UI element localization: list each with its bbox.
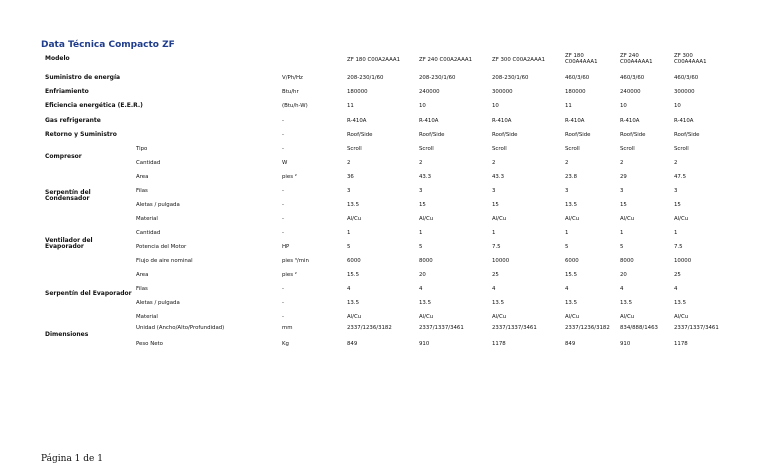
group-label: Suministro de energía — [45, 74, 121, 81]
row-unit: - — [282, 286, 284, 292]
table-cell: 4 — [620, 286, 624, 292]
table-cell: 2 — [674, 160, 678, 166]
table-cell: 1 — [347, 230, 351, 236]
table-cell: 3 — [565, 188, 569, 194]
table-cell: 10 — [674, 103, 681, 109]
table-cell: 10000 — [492, 258, 510, 264]
row-unit: - — [282, 230, 284, 236]
table-cell: Al/Cu — [347, 314, 362, 320]
table-cell: 300000 — [674, 89, 695, 95]
table-cell: 47.5 — [674, 174, 687, 180]
model-header: ZF 300 C00A2AAA1 — [492, 57, 546, 63]
row-sublabel: Aletas / pulgada — [136, 300, 180, 306]
table-cell: 23.8 — [565, 174, 578, 180]
table-cell: Al/Cu — [620, 314, 635, 320]
table-cell: 460/3/60 — [674, 75, 699, 81]
table-cell: 2 — [492, 160, 496, 166]
table-cell: 13.5 — [347, 300, 360, 306]
row-sublabel: Area — [136, 174, 149, 180]
table-cell: 1 — [419, 230, 423, 236]
table-cell: R-410A — [347, 118, 367, 124]
group-label: Serpentín del Condensador — [45, 189, 91, 202]
table-cell: 4 — [492, 286, 496, 292]
row-sublabel: Cantidad — [136, 230, 161, 236]
table-cell: 15.5 — [565, 272, 578, 278]
table-cell: 1178 — [674, 341, 688, 347]
table-cell: 3 — [620, 188, 624, 194]
table-cell: 15 — [492, 202, 499, 208]
row-unit: - — [282, 146, 284, 152]
table-cell: 13.5 — [620, 300, 633, 306]
model-header: ZF 240 C00A2AAA1 — [419, 57, 473, 63]
table-cell: 8000 — [419, 258, 433, 264]
table-cell: 2337/1337/3461 — [674, 325, 719, 331]
table-cell: 2337/1236/3182 — [347, 325, 392, 331]
table-cell: 4 — [674, 286, 678, 292]
table-cell: 7.5 — [492, 244, 501, 250]
group-label: Compresor — [45, 153, 82, 160]
table-cell: 13.5 — [565, 202, 578, 208]
table-cell: 10000 — [674, 258, 692, 264]
table-cell: Al/Cu — [674, 314, 689, 320]
row-unit: pies ² — [282, 272, 297, 278]
table-cell: Scroll — [419, 146, 434, 152]
table-cell: 3 — [674, 188, 678, 194]
table-cell: 13.5 — [565, 300, 578, 306]
row-sublabel: Filas — [136, 286, 148, 292]
row-sublabel: Flujo de aire nominal — [136, 258, 193, 264]
row-unit: pies ² — [282, 174, 297, 180]
table-cell: Roof/Side — [347, 132, 373, 138]
table-cell: 15 — [419, 202, 426, 208]
row-unit: - — [282, 132, 284, 138]
table-cell: 180000 — [565, 89, 586, 95]
table-cell: 20 — [620, 272, 627, 278]
table-cell: 11 — [347, 103, 354, 109]
table-cell: 2337/1337/3461 — [419, 325, 464, 331]
table-cell: 4 — [419, 286, 423, 292]
table-cell: 849 — [565, 341, 576, 347]
table-cell: 1 — [492, 230, 496, 236]
table-cell: 4 — [565, 286, 569, 292]
table-cell: Al/Cu — [565, 216, 580, 222]
model-header: ZF 240 C00A4AAA1 — [620, 53, 653, 65]
table-cell: Roof/Side — [674, 132, 700, 138]
table-cell: 849 — [347, 341, 358, 347]
table-cell: 3 — [492, 188, 496, 194]
table-cell: R-410A — [419, 118, 439, 124]
table-cell: Roof/Side — [620, 132, 646, 138]
table-cell: 2 — [620, 160, 624, 166]
table-cell: 1 — [674, 230, 678, 236]
header-label: Modelo — [45, 55, 70, 62]
table-cell: 2 — [419, 160, 423, 166]
table-cell: R-410A — [674, 118, 694, 124]
row-unit: Kg — [282, 341, 289, 347]
row-unit: - — [282, 300, 284, 306]
table-cell: 834/888/1463 — [620, 325, 658, 331]
table-cell: 13.5 — [674, 300, 687, 306]
table-cell: Al/Cu — [419, 216, 434, 222]
table-cell: 3 — [419, 188, 423, 194]
table-cell: R-410A — [492, 118, 512, 124]
group-label: Serpentín del Evaporador — [45, 290, 132, 297]
table-cell: 10 — [492, 103, 499, 109]
table-cell: 25 — [492, 272, 499, 278]
row-sublabel: Unidad (Ancho/Alto/Profundidad) — [136, 325, 225, 331]
row-unit: V/Ph/Hz — [282, 75, 303, 81]
table-cell: 8000 — [620, 258, 634, 264]
table-cell: R-410A — [620, 118, 640, 124]
row-sublabel: Cantidad — [136, 160, 161, 166]
table-cell: 29 — [620, 174, 627, 180]
table-cell: 6000 — [347, 258, 361, 264]
table-cell: 6000 — [565, 258, 579, 264]
row-sublabel: Aletas / pulgada — [136, 202, 180, 208]
row-unit: (Btu/h-W) — [282, 103, 308, 109]
table-cell: 13.5 — [347, 202, 360, 208]
row-unit: - — [282, 118, 284, 124]
table-cell: Al/Cu — [492, 216, 507, 222]
table-cell: Scroll — [492, 146, 507, 152]
group-label: Dimensiones — [45, 331, 89, 338]
model-header: ZF 180 C00A2AAA1 — [347, 57, 401, 63]
table-cell: 25 — [674, 272, 681, 278]
table-cell: 460/3/60 — [620, 75, 645, 81]
model-header: ZF 300 C00A4AAA1 — [674, 53, 707, 65]
table-cell: 15 — [674, 202, 681, 208]
page-footer: Página 1 de 1 — [41, 454, 103, 464]
table-cell: 5 — [620, 244, 624, 250]
table-cell: Roof/Side — [492, 132, 518, 138]
table-cell: 240000 — [419, 89, 440, 95]
table-cell: 13.5 — [492, 300, 505, 306]
table-cell: 460/3/60 — [565, 75, 590, 81]
table-cell: Al/Cu — [620, 216, 635, 222]
table-cell: 15.5 — [347, 272, 360, 278]
table-cell: 208-230/1/60 — [492, 75, 529, 81]
table-cell: 5 — [419, 244, 423, 250]
table-cell: 2337/1337/3461 — [492, 325, 537, 331]
table-cell: Roof/Side — [419, 132, 445, 138]
row-sublabel: Material — [136, 314, 158, 320]
table-cell: 5 — [565, 244, 569, 250]
row-unit: Btu/hr — [282, 89, 299, 95]
table-cell: 2 — [347, 160, 351, 166]
table-cell: Roof/Side — [565, 132, 591, 138]
table-cell: 910 — [419, 341, 430, 347]
table-cell: 208-230/1/60 — [347, 75, 384, 81]
table-cell: Scroll — [674, 146, 689, 152]
table-cell: 10 — [620, 103, 627, 109]
table-cell: 1 — [565, 230, 569, 236]
table-cell: Scroll — [565, 146, 580, 152]
table-cell: Al/Cu — [419, 314, 434, 320]
group-label: Gas refrigerante — [45, 117, 101, 124]
table-cell: 3 — [347, 188, 351, 194]
table-cell: R-410A — [565, 118, 585, 124]
table-cell: Al/Cu — [674, 216, 689, 222]
row-sublabel: Material — [136, 216, 158, 222]
table-cell: Scroll — [347, 146, 362, 152]
table-cell: 7.5 — [674, 244, 683, 250]
table-cell: 208-230/1/60 — [419, 75, 456, 81]
row-sublabel: Area — [136, 272, 149, 278]
table-cell: 43.3 — [492, 174, 505, 180]
table-cell: 4 — [347, 286, 351, 292]
table-cell: Al/Cu — [347, 216, 362, 222]
table-cell: Al/Cu — [492, 314, 507, 320]
table-cell: Scroll — [620, 146, 635, 152]
table-cell: 10 — [419, 103, 426, 109]
table-cell: 43.3 — [419, 174, 432, 180]
group-label: Retorno y Suministro — [45, 131, 117, 138]
page-title: Data Técnica Compacto ZF — [41, 40, 175, 50]
table-cell: 180000 — [347, 89, 368, 95]
table-cell: 36 — [347, 174, 354, 180]
row-unit: mm — [282, 325, 293, 331]
row-unit: - — [282, 314, 284, 320]
table-cell: 1178 — [492, 341, 506, 347]
group-label: Ventilador del Evaporador — [45, 237, 93, 250]
group-label: Enfriamiento — [45, 88, 89, 95]
table-cell: 300000 — [492, 89, 513, 95]
row-unit: - — [282, 216, 284, 222]
row-unit: - — [282, 188, 284, 194]
row-sublabel: Peso Neto — [136, 341, 163, 347]
table-cell: 1 — [620, 230, 624, 236]
table-cell: 15 — [620, 202, 627, 208]
row-sublabel: Potencia del Motor — [136, 244, 187, 250]
row-unit: W — [282, 160, 288, 166]
row-unit: pies ³/min — [282, 258, 309, 264]
table-cell: 2 — [565, 160, 569, 166]
table-cell: 20 — [419, 272, 426, 278]
model-header: ZF 180 C00A4AAA1 — [565, 53, 598, 65]
row-sublabel: Filas — [136, 188, 148, 194]
table-cell: 11 — [565, 103, 572, 109]
row-sublabel: Tipo — [136, 146, 148, 152]
table-cell: 910 — [620, 341, 631, 347]
group-label: Eficiencia energética (E.E.R.) — [45, 102, 143, 109]
table-cell: 13.5 — [419, 300, 432, 306]
row-unit: HP — [282, 244, 290, 250]
table-cell: 2337/1236/3182 — [565, 325, 610, 331]
row-unit: - — [282, 202, 284, 208]
table-cell: Al/Cu — [565, 314, 580, 320]
table-cell: 5 — [347, 244, 351, 250]
table-cell: 240000 — [620, 89, 641, 95]
